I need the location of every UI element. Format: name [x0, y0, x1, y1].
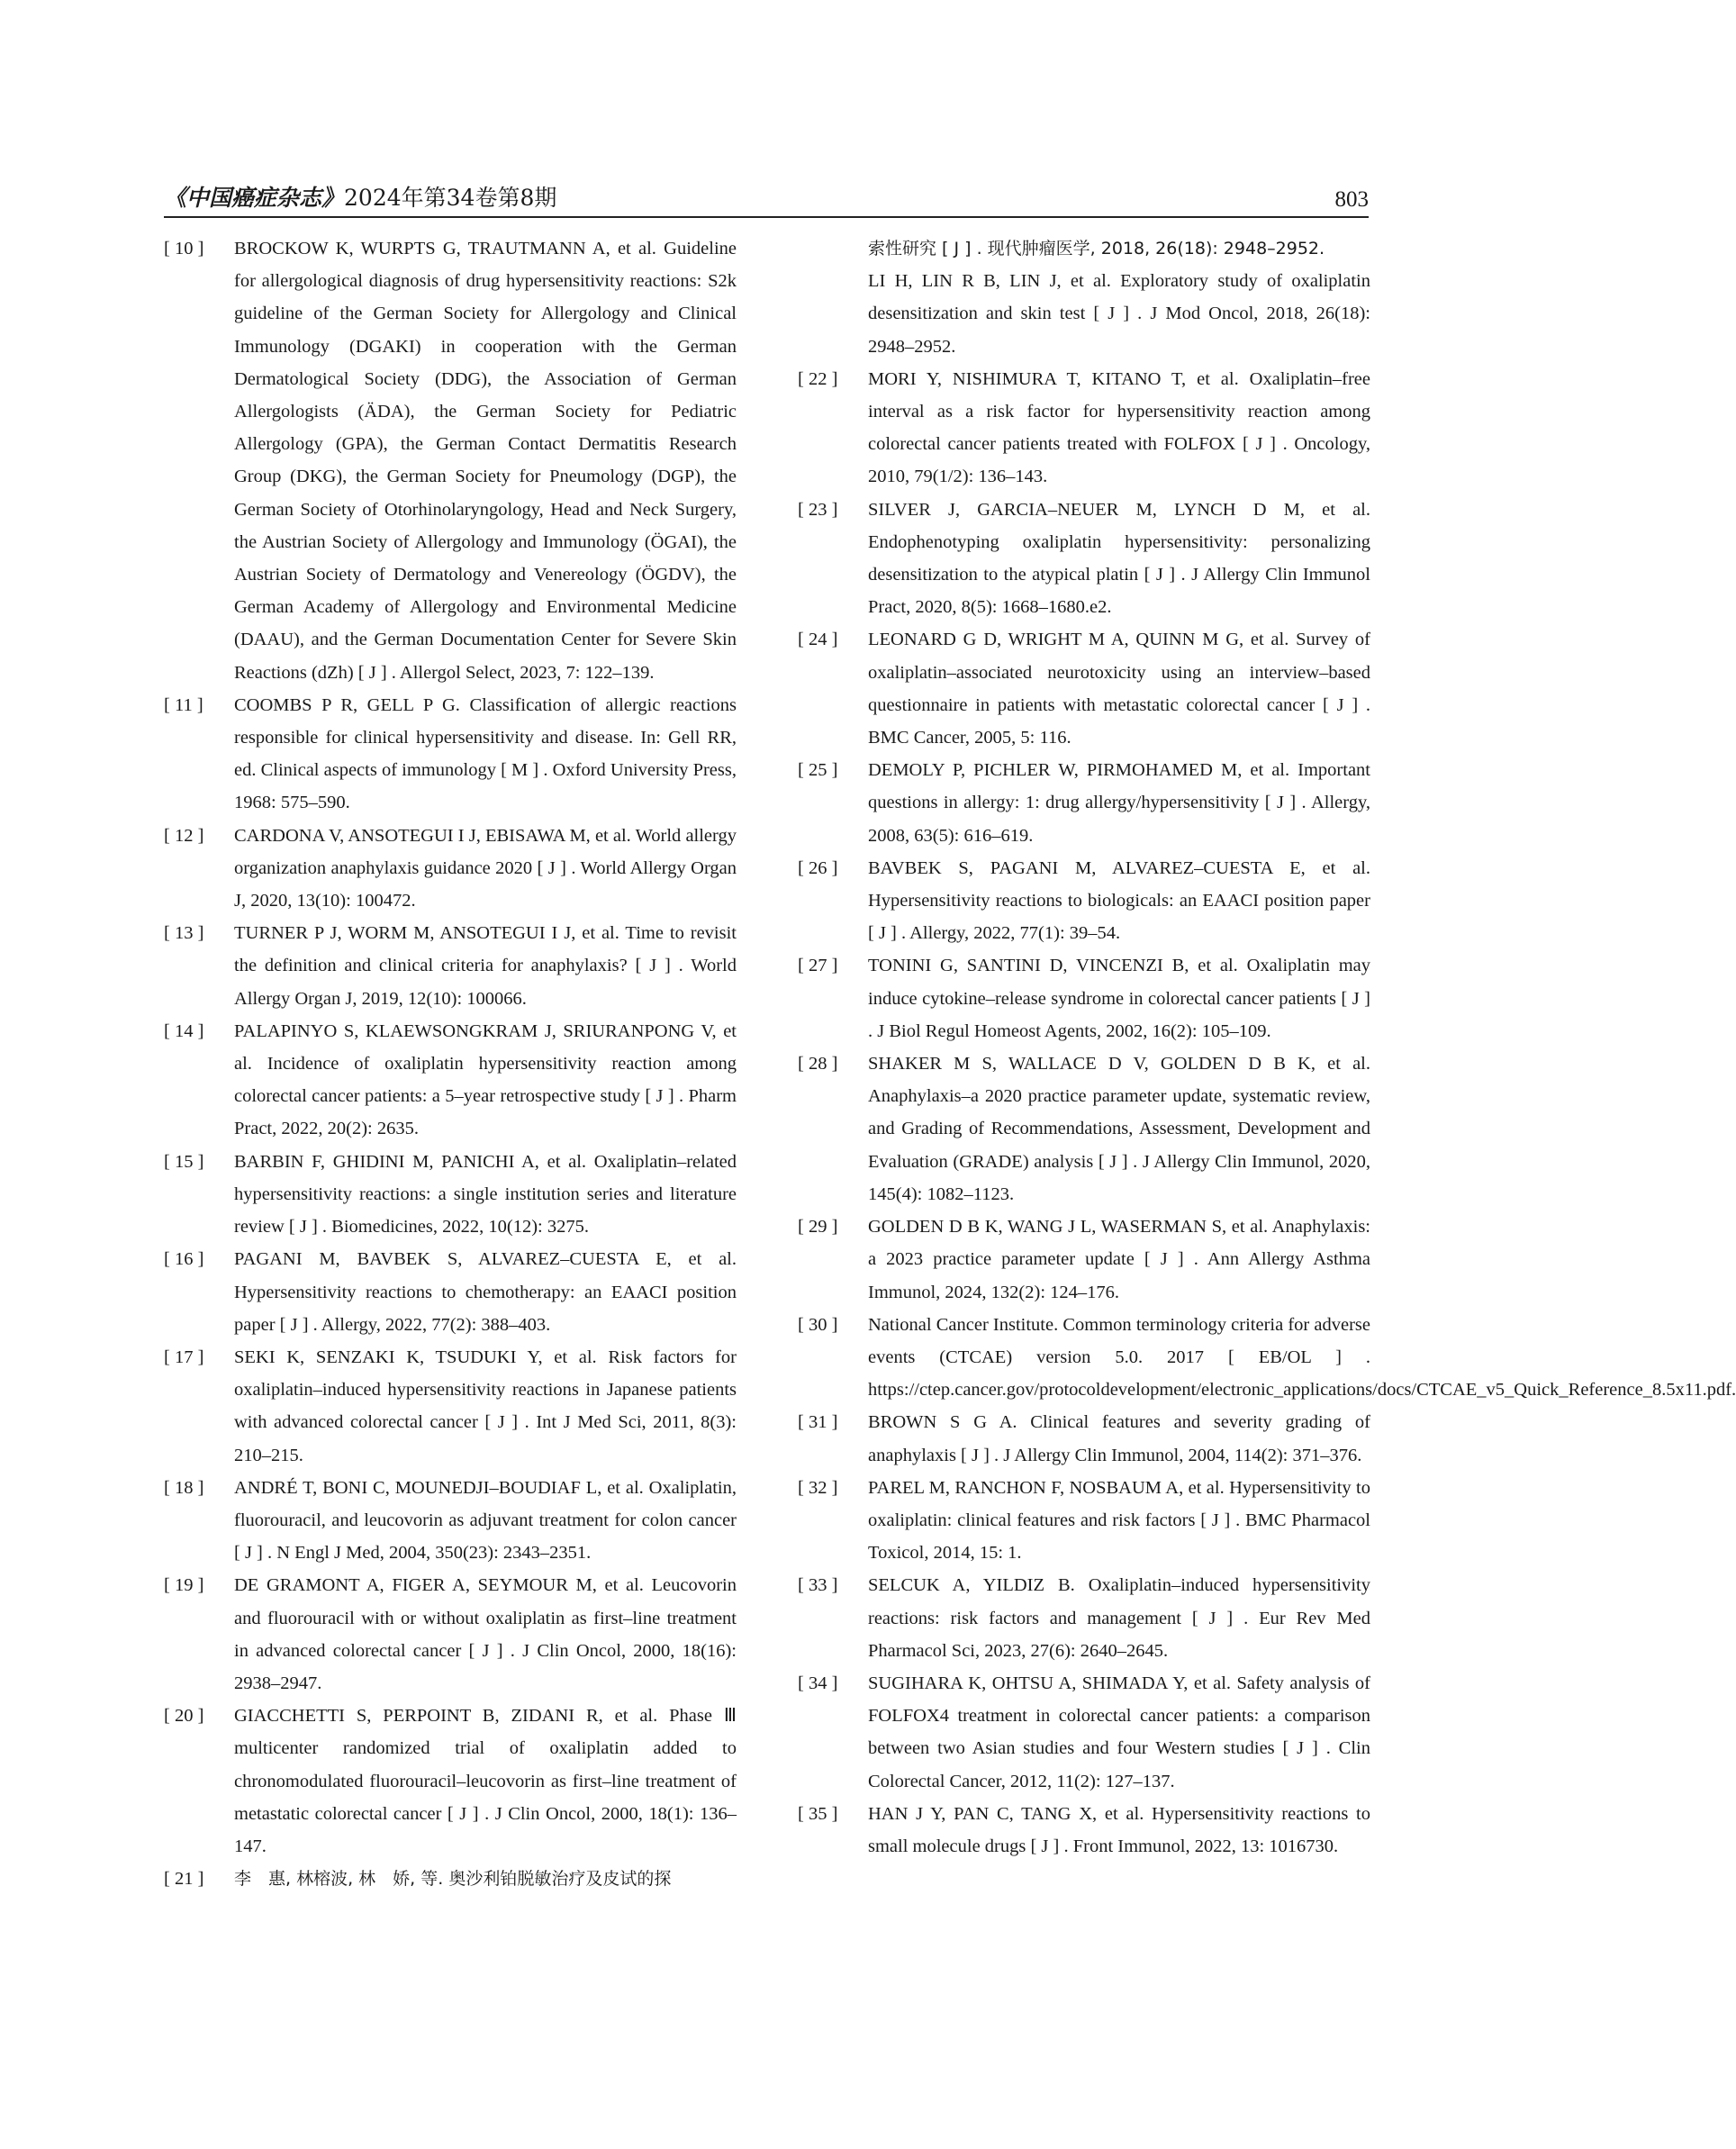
reference-entry: [798, 1667, 1370, 1798]
reference-number: [ 29 ]: [798, 1217, 838, 1238]
reference-column-left: [164, 232, 737, 1895]
reference-text: COOMBS P R, GELL P G. Classification of allergic reactions responsible for clinical hypersensitivity and disease. In: Gell RR, ed. Clinical aspects of immunology [ M ] . Oxford University Press, 1968: 575–590.: [234, 694, 737, 813]
reference-number: [ 27 ]: [798, 956, 838, 976]
reference-text: CARDONA V, ANSOTEGUI I J, EBISAWA M, et al. World allergy organization anaphylaxis guidance 2020 [ J ] . World Allergy Organ J, 2020, 13(10): 100472.: [234, 825, 737, 911]
reference-text: GOLDEN D B K, WANG J L, WASERMAN S, et al. Anaphylaxis: a 2023 practice parameter update [ J ] . Ann Allergy Asthma Immunol, 2024, 132(2): 124–176.: [868, 1217, 1370, 1302]
reference-entry: [164, 917, 737, 1015]
reference-text: SELCUK A, YILDIZ B. Oxaliplatin–induced hypersensitivity reactions: risk factors and management [ J ] . Eur Rev Med Pharmacol Sci, 2023, 27(6): 2640–2645.: [868, 1575, 1370, 1661]
reference-text: PAREL M, RANCHON F, NOSBAUM A, et al. Hypersensitivity to oxaliplatin: clinical features and risk factors [ J ] . BMC Pharmacol Toxicol, 2014, 15: 1.: [868, 1477, 1370, 1564]
reference-continuation: LI H, LIN R B, LIN J, et al. Exploratory study of oxaliplatin desensitization and skin test [ J ] . J Mod Oncol, 2018, 26(18): 2948–2952.: [868, 271, 1370, 357]
reference-entry: [164, 1569, 737, 1700]
reference-text: SHAKER M S, WALLACE D V, GOLDEN D B K, et al. Anaphylaxis–a 2020 practice parameter update, systematic review, and Grading of Recommendations, Assessment, Development and Evaluation (GRADE) analysis [ J ] . J Allergy Clin Immunol, 2020, 145(4): 1082–1123.: [868, 1054, 1370, 1204]
reference-text: SUGIHARA K, OHTSU A, SHIMADA Y, et al. Safety analysis of FOLFOX4 treatment in colorectal cancer patients: a comparison between two Asian studies and four Western studies [ J ] . Clin Colorectal Cancer, 2012, 11(2): 127–137.: [868, 1673, 1370, 1791]
reference-entry: [164, 1863, 737, 1895]
reference-number: [ 12 ]: [164, 825, 204, 846]
reference-number: [ 28 ]: [798, 1054, 838, 1074]
reference-entry: [798, 1047, 1370, 1211]
reference-entry: [164, 1243, 737, 1341]
reference-number: [ 19 ]: [164, 1575, 204, 1596]
reference-number: [ 16 ]: [164, 1249, 204, 1270]
running-header: [164, 180, 1369, 218]
reference-text: ANDRÉ T, BONI C, MOUNEDJI–BOUDIAF L, et al. Oxaliplatin, fluorouracil, and leucovorin as adjuvant treatment for colon cancer [ J ] . N Engl J Med, 2004, 350(23): 2343–2351.: [234, 1477, 737, 1564]
reference-number: [ 35 ]: [798, 1803, 838, 1824]
reference-entry: [798, 852, 1370, 950]
reference-text: National Cancer Institute. Common terminology criteria for adverse events (CTCAE) version 5.0. 2017 [ EB/OL ] . https://ctep.cancer.gov/protocoldevelopment/electronic_applications/docs/CTCAE_v5_Quick_Reference_8.5x11.pdf.: [868, 1314, 1736, 1401]
reference-number: [ 30 ]: [798, 1314, 838, 1335]
reference-number: [ 24 ]: [798, 630, 838, 650]
reference-text: BROCKOW K, WURPTS G, TRAUTMANN A, et al. Guideline for allergological diagnosis of drug hypersensitivity reactions: S2k guideline of the German Society for Allergology and Clinical Immunology (DGAKI) in cooperation with the German Dermatological Society (DDG), the Association of German Allergologists (ÄDA), the German Society for Pediatric Allergology (GPA), the German Contact Dermatitis Research Group (DKG), the German Society for Pneumology (DGP), the German Society of Otorhinolaryngology, Head and Neck Surgery, the Austrian Society of Allergology and Immunology (ÖGAI), the Austrian Society of Dermatology and Venereology (ÖGDV), the German Academy of Allergology and Environmental Medicine (DAAU), and the German Documentation Center for Severe Skin Reactions (dZh) [ J ] . Allergol Select, 2023, 7: 122–139.: [234, 239, 737, 683]
reference-number: [ 10 ]: [164, 239, 204, 258]
reference-number: [ 17 ]: [164, 1347, 204, 1367]
reference-entry: [798, 1309, 1736, 1407]
reference-entry: [164, 1472, 737, 1570]
reference-text: SILVER J, GARCIA–NEUER M, LYNCH D M, et al. Endophenotyping oxaliplatin hypersensitivity: personalizing desensitization to the atypical platin [ J ] . J Allergy Clin Immunol Pract, 2020, 8(5): 1668–1680.e2.: [868, 499, 1370, 618]
reference-entry: [798, 494, 1370, 624]
reference-entry: [798, 949, 1370, 1047]
reference-number: [ 22 ]: [798, 368, 838, 389]
reference-number: [ 31 ]: [798, 1412, 838, 1433]
journal-issue: 2024年第34卷第8期: [344, 185, 557, 211]
reference-number: [ 26 ]: [798, 857, 838, 878]
reference-text: DE GRAMONT A, FIGER A, SEYMOUR M, et al. Leucovorin and fluorouracil with or without oxaliplatin as first–line treatment in advanced colorectal cancer [ J ] . J Clin Oncol, 2000, 18(16): 2938–2947.: [234, 1575, 737, 1693]
journal-title: [164, 180, 556, 213]
reference-entry: [798, 1798, 1370, 1863]
reference-number: [ 25 ]: [798, 760, 838, 781]
reference-entry: [164, 1015, 737, 1146]
reference-number: [ 14 ]: [164, 1020, 204, 1041]
reference-entry: [798, 623, 1370, 754]
reference-text: TONINI G, SANTINI D, VINCENZI B, et al. Oxaliplatin may induce cytokine–release syndrome in colorectal cancer patients [ J ] . J Biol Regul Homeost Agents, 2002, 16(2): 105–109.: [868, 956, 1370, 1041]
reference-entry: [164, 1700, 737, 1863]
reference-column-right: [798, 232, 1736, 1863]
reference-entry: [798, 1472, 1370, 1570]
reference-text: PAGANI M, BAVBEK S, ALVAREZ–CUESTA E, et al. Hypersensitivity reactions to chemotherapy: an EAACI position paper [ J ] . Allergy, 2022, 77(2): 388–403.: [234, 1249, 737, 1335]
reference-entry: [164, 232, 737, 689]
reference-entry: [164, 689, 737, 820]
reference-number: [ 13 ]: [164, 923, 204, 944]
reference-text: 李 惠, 林榕波, 林 娇, 等. 奥沙利铂脱敏治疗及皮试的探: [234, 1869, 672, 1890]
reference-text: BAVBEK S, PAGANI M, ALVAREZ–CUESTA E, et al. Hypersensitivity reactions to biologicals: an EAACI position paper [ J ] . Allergy, 2022, 77(1): 39–54.: [868, 857, 1370, 944]
reference-text: BROWN S G A. Clinical features and severity grading of anaphylaxis [ J ] . J Allergy Clin Immunol, 2004, 114(2): 371–376.: [868, 1412, 1370, 1465]
reference-entry: [798, 363, 1370, 494]
reference-number: [ 33 ]: [798, 1575, 838, 1596]
reference-text: LEONARD G D, WRIGHT M A, QUINN M G, et al. Survey of oxaliplatin–associated neurotoxicity using an interview–based questionnaire in patients with metastatic colorectal cancer [ J ] . BMC Cancer, 2005, 5: 116.: [868, 630, 1370, 748]
reference-entry: [798, 1569, 1370, 1667]
reference-continuation: 索性研究 [ J ] . 现代肿瘤医学, 2018, 26(18): 2948–2952.: [868, 239, 1325, 258]
reference-number: [ 15 ]: [164, 1151, 204, 1172]
page-number: 803: [1334, 187, 1369, 212]
reference-text: SEKI K, SENZAKI K, TSUDUKI Y, et al. Risk factors for oxaliplatin–induced hypersensitivity reactions in Japanese patients with advanced colorectal cancer [ J ] . Int J Med Sci, 2011, 8(3): 210–215.: [234, 1347, 737, 1465]
reference-entry: [798, 1406, 1370, 1471]
reference-text: GIACCHETTI S, PERPOINT B, ZIDANI R, et al. Phase Ⅲ multicenter randomized trial of oxaliplatin added to chronomodulated fluorouracil–leucovorin as first–line treatment of metastatic colorectal cancer [ J ] . J Clin Oncol, 2000, 18(1): 136–147.: [234, 1706, 737, 1856]
reference-number: [ 21 ]: [164, 1869, 204, 1890]
reference-text: BARBIN F, GHIDINI M, PANICHI A, et al. Oxaliplatin–related hypersensitivity reactions: a single institution series and literature review [ J ] . Biomedicines, 2022, 10(12): 3275.: [234, 1151, 737, 1238]
reference-text: HAN J Y, PAN C, TANG X, et al. Hypersensitivity reactions to small molecule drugs [ J ] . Front Immunol, 2022, 13: 1016730.: [868, 1803, 1370, 1856]
reference-number: [ 34 ]: [798, 1673, 838, 1693]
reference-number: [ 20 ]: [164, 1706, 204, 1727]
reference-number: [ 18 ]: [164, 1477, 204, 1498]
reference-text: PALAPINYO S, KLAEWSONGKRAM J, SRIURANPONG V, et al. Incidence of oxaliplatin hypersensitivity reaction among colorectal cancer patients: a 5–year retrospective study [ J ] . Pharm Pract, 2022, 20(2): 2635.: [234, 1020, 737, 1139]
reference-number: [ 23 ]: [798, 499, 838, 520]
reference-text: DEMOLY P, PICHLER W, PIRMOHAMED M, et al. Important questions in allergy: 1: drug allergy/hypersensitivity [ J ] . Allergy, 2008, 63(5): 616–619.: [868, 760, 1370, 846]
reference-entry: [798, 1211, 1370, 1309]
reference-entry: [798, 754, 1370, 852]
reference-entry: [164, 1341, 737, 1472]
reference-entry: [164, 820, 737, 918]
reference-entry: [164, 1146, 737, 1244]
journal-name: 《中国癌症杂志》: [164, 185, 345, 211]
reference-number: [ 11 ]: [164, 694, 203, 715]
reference-text: TURNER P J, WORM M, ANSOTEGUI I J, et al. Time to revisit the definition and clinical criteria for anaphylaxis? [ J ] . World Allergy Organ J, 2019, 12(10): 100066.: [234, 923, 737, 1009]
reference-text: MORI Y, NISHIMURA T, KITANO T, et al. Oxaliplatin–free interval as a risk factor for hypersensitivity reaction among colorectal cancer patients treated with FOLFOX [ J ] . Oncology, 2010, 79(1/2): 136–143.: [868, 368, 1370, 487]
reference-number: [ 32 ]: [798, 1477, 838, 1498]
